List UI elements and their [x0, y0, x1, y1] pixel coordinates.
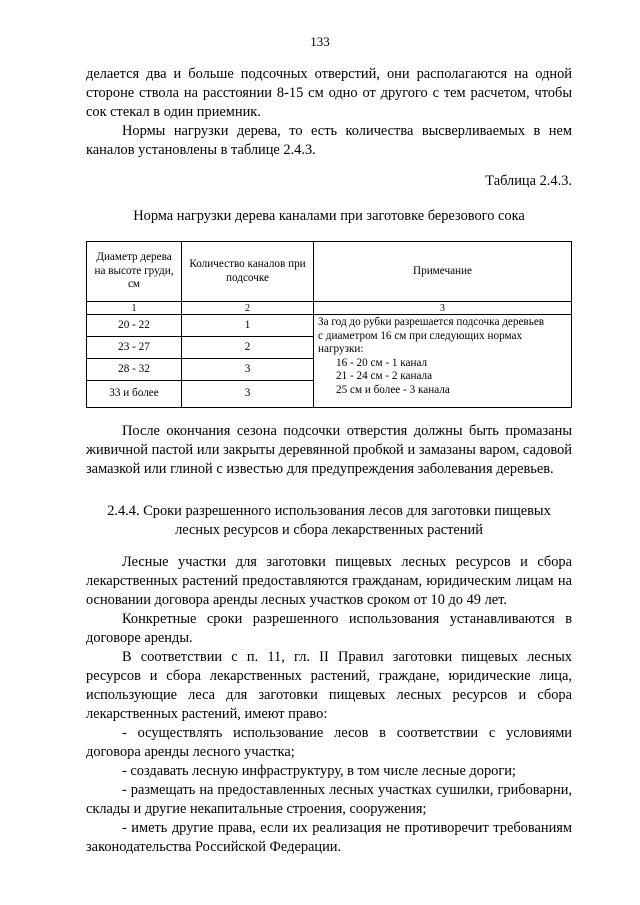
column-number: 2 [182, 302, 314, 315]
channels-cell: 2 [182, 337, 314, 359]
note-line: 25 см и более - 3 канала [336, 383, 450, 396]
channels-cell: 3 [182, 359, 314, 381]
table-caption: Норма нагрузки дерева каналами при заготовке березового сока [133, 208, 525, 224]
section-heading: 2.4.4. Сроки разрешенного использования лесов для заготовки пищевых лесных ресурсов и сбора лекарственных растений [107, 503, 551, 538]
note-cell [314, 315, 572, 408]
body-paragraph-2: Конкретные сроки разрешенного использования устанавливаются в договоре аренды. [86, 611, 572, 646]
note-line: 21 - 24 см - 2 канала [336, 370, 433, 382]
table-row [87, 315, 572, 337]
note-line: с диаметром 16 см при следующих нормах [318, 329, 523, 342]
table-label: Таблица 2.4.3. [485, 173, 572, 189]
column-number-row [87, 302, 572, 315]
right-item-4: - иметь другие права, если их реализация не противоречит требованиям законодательства Российской Федерации. [86, 820, 572, 855]
page-number: 133 [310, 34, 330, 49]
intro-paragraph-2: Нормы нагрузки дерева, то есть количества высверливаемых в нем каналов установлены в таблице 2.4.3. [86, 123, 572, 158]
column-number: 1 [87, 302, 182, 315]
diameter-cell: 28 - 32 [87, 359, 182, 381]
body-paragraph-3: В соответствии с п. 11, гл. II Правил заготовки пищевых лесных ресурсов и сбора лекарственных растений, граждане, юридические лица, использующие леса для заготовки пищевых лесных ресурсов и сбора лекарственных растений, имеют право: [86, 649, 572, 722]
body-paragraph-1: Лесные участки для заготовки пищевых лесных ресурсов и сбора лекарственных растений предоставляются гражданам, юридическим лицам на основании договора аренды лесных участков сроком от 10 до 49 лет. [86, 554, 572, 608]
note-line: нагрузки: [318, 343, 364, 355]
right-item-2: - создавать лесную инфраструктуру, в том числе лесные дороги; [122, 763, 516, 779]
header-channels: Количество каналов при подсочке [182, 242, 314, 302]
note-line: 16 - 20 см - 1 канал [336, 356, 428, 369]
load-norm-table [86, 241, 572, 408]
after-table-paragraph: После окончания сезона подсочки отверстия должны быть промазаны живичной пастой или закрыты деревянной пробкой и замазаны варом, садовой замазкой или глиной с известью для предупреждения заболевания деревьев. [86, 423, 572, 477]
diameter-cell: 33 и более [87, 381, 182, 408]
header-note: Примечание [314, 242, 572, 302]
channels-cell: 3 [182, 381, 314, 408]
intro-paragraph-1: делается два и больше подсочных отверстий, они располагаются на одной стороне ствола на расстоянии 8-15 см одно от другого с тем расчетом, чтобы сок стекал в один приемник. [86, 66, 572, 120]
diameter-cell: 23 - 27 [87, 337, 182, 359]
note-line: За год до рубки разрешается подсочка деревьев [318, 316, 545, 328]
right-item-3: - размещать на предоставленных лесных участках сушилки, грибоварни, склады и другие некапитальные строения, сооружения; [86, 782, 572, 817]
diameter-cell: 20 - 22 [87, 315, 182, 337]
table-header-row [87, 242, 572, 302]
channels-cell: 1 [182, 315, 314, 337]
column-number: 3 [314, 302, 572, 315]
header-diameter: Диаметр дерева на высоте груди, см [87, 242, 182, 302]
right-item-1: - осуществлять использование лесов в соответствии с условиями договора аренды лесного участка; [86, 725, 572, 760]
